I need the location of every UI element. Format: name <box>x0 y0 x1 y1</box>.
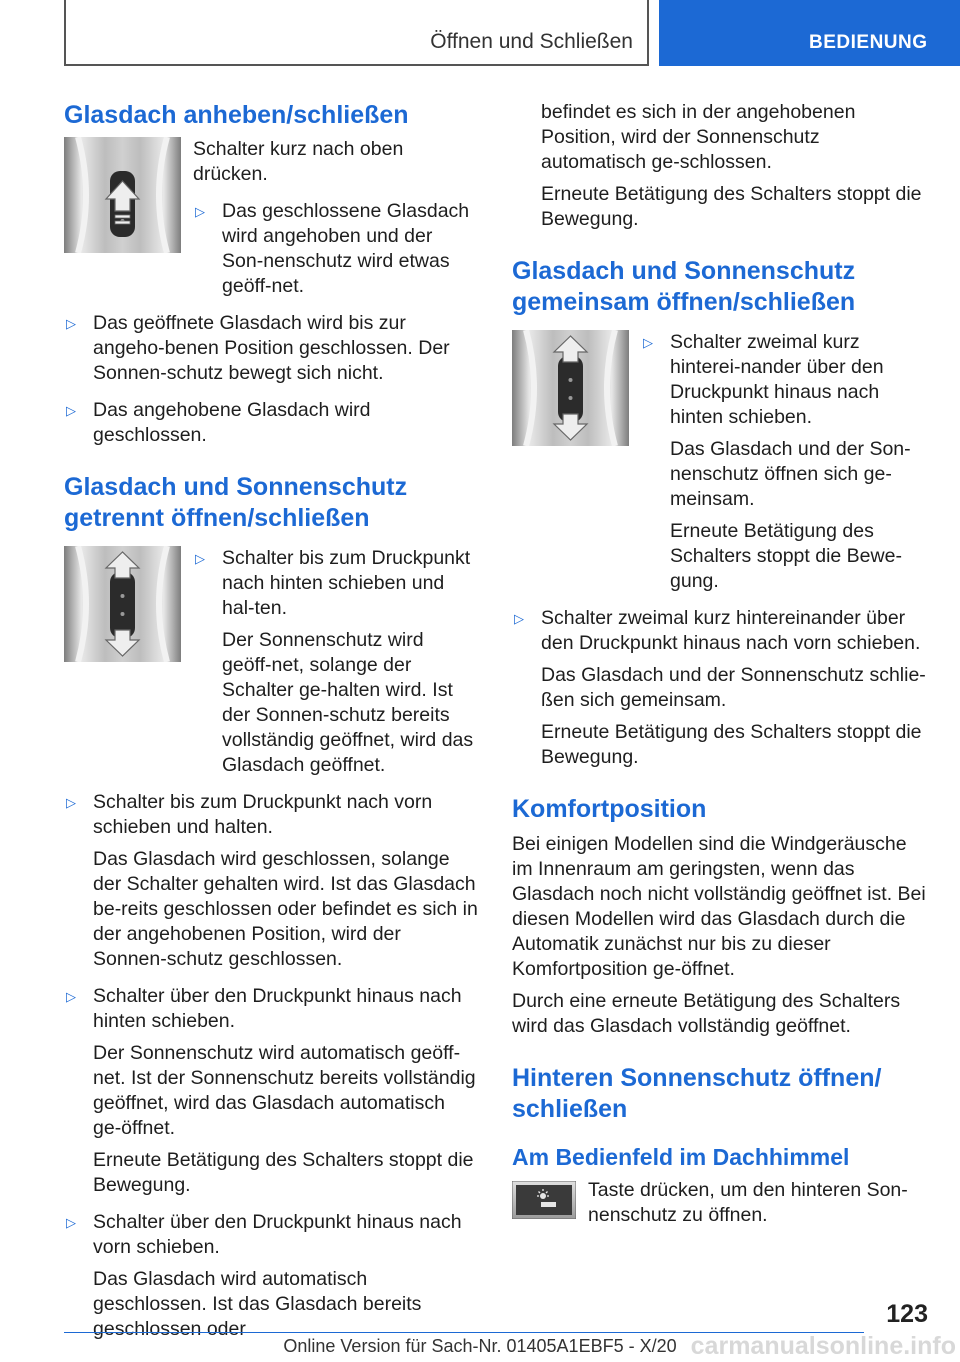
figure-block-getrennt <box>64 546 478 778</box>
triangle-bullet-icon: ▷ <box>66 989 76 1004</box>
list-item <box>64 1210 478 1342</box>
heading-komfortposition: Komfortposition <box>512 795 707 823</box>
list-item-text: Schalter über den Druckpunkt hinaus nach hinten schieben. <box>93 985 462 1032</box>
figure-text-taste <box>588 1178 926 1228</box>
continued-text: Erneute Betätigung des Schalters stoppt die Bewegung. <box>541 183 922 230</box>
continued-text: befindet es sich in der angehobenen Position, wird der Sonnenschutz automatisch ge-schlossen. <box>541 101 856 173</box>
list-item-subtext: Erneute Betätigung des Schalters stoppt die Bewegung. <box>541 721 922 768</box>
list-item <box>64 984 478 1198</box>
triangle-bullet-icon: ▷ <box>643 335 653 350</box>
triangle-bullet-icon: ▷ <box>66 795 76 810</box>
paragraph: Durch eine erneute Betätigung des Schalters wird das Glasdach vollständig geöffnet. <box>512 990 901 1037</box>
figure-text-getrennt <box>193 546 478 778</box>
list-item-subtext: Der Sonnenschutz wird automatisch geöff-net. Ist der Sonnenschutz bereits vollständig geöffnet, wird das Glasdach automatisch ge-öffnet. <box>93 1042 476 1139</box>
triangle-bullet-icon: ▷ <box>195 551 205 566</box>
list-item-subtext: Erneute Betätigung des Schalters stoppt die Bewe-gung. <box>670 520 902 592</box>
heading-glasdach-anheben: Glasdach anheben/schließen <box>64 101 409 129</box>
header-chapter-label: BEDIENUNG <box>809 32 928 53</box>
triangle-bullet-icon: ▷ <box>66 1215 76 1230</box>
list-item <box>512 606 926 770</box>
footer-note: Online Version für Sach-Nr. 01405A1EBF5 - X/20 <box>283 1336 677 1356</box>
list-item-subtext: Der Sonnenschutz wird geöff-net, solange der Schalter ge-halten wird. Ist der Sonnen-schutz bereits vollständig geöffnet, wird das Glasdach geöffnet. <box>222 629 474 776</box>
paragraph: Taste drücken, um den hinteren Son-nenschutz zu öffnen. <box>588 1179 908 1226</box>
list-item-subtext: Das Glasdach und der Son-nenschutz öffnen sich ge-meinsam. <box>670 438 911 510</box>
list-item-text: Das geöffnete Glasdach wird bis zur angeho-benen Position geschlossen. Der Sonnen-schutz bewegt sich nicht. <box>93 312 450 384</box>
list-item-text: Schalter bis zum Druckpunkt nach vorn schieben und halten. <box>93 791 433 838</box>
left-column <box>64 100 478 1342</box>
list-item-subtext: Das Glasdach wird automatisch geschlossen. Ist das Glasdach bereits geschlossen oder <box>93 1268 422 1340</box>
triangle-bullet-icon: ▷ <box>66 403 76 418</box>
switch-updown-illustration <box>512 330 629 446</box>
list-item <box>193 546 478 778</box>
continued-list-text <box>512 100 926 232</box>
list-item-text: Das angehobene Glasdach wird geschlossen. <box>93 399 371 446</box>
switch-up-illustration <box>64 137 181 253</box>
heading-getrennt: Glasdach und Sonnenschutz getrennt öffnen/schließen <box>64 473 408 532</box>
heading-hinteren-sonnenschutz: Hinteren Sonnenschutz öffnen/ schließen <box>512 1064 882 1123</box>
switch-updown-illustration <box>64 546 181 662</box>
right-column <box>512 100 926 1228</box>
triangle-bullet-icon: ▷ <box>66 316 76 331</box>
list-item-subtext: Erneute Betätigung des Schalters stoppt die Bewegung. <box>93 1149 474 1196</box>
sunshade-button-illustration <box>512 1181 576 1219</box>
page-number: 123 <box>886 1300 928 1328</box>
figure-block-taste <box>512 1178 926 1228</box>
figure-text-anheben <box>193 137 478 299</box>
figure-block-anheben <box>64 137 478 299</box>
intro-text: Schalter kurz nach oben drücken. <box>193 138 404 185</box>
list-item-text: Schalter über den Druckpunkt hinaus nach vorn schieben. <box>93 1211 462 1258</box>
figure-block-gemeinsam <box>512 330 926 594</box>
list-item <box>64 398 478 448</box>
paragraph: Bei einigen Modellen sind die Windgeräusche im Innenraum am geringsten, wenn das Glasdach noch nicht vollständig geöffnet ist. Bei diesen Modellen wird das Glasdach durch die Automatik zunächst nur bis zu dieser Komfortposition ge-öffnet. <box>512 833 926 980</box>
list-item-text: Schalter zweimal kurz hinterei-nander über den Druckpunkt hinaus nach hinten schieben. <box>670 331 884 428</box>
list-item <box>64 790 478 972</box>
list-item-text: Schalter bis zum Druckpunkt nach hinten schieben und hal-ten. <box>222 547 471 619</box>
list-item-subtext: Das Glasdach und der Sonnenschutz schlie-ßen sich gemeinsam. <box>541 664 926 711</box>
subheading-bedienfeld: Am Bedienfeld im Dachhimmel <box>512 1144 850 1170</box>
header-section-title: Öffnen und Schließen <box>430 30 633 53</box>
triangle-bullet-icon: ▷ <box>514 611 524 626</box>
watermark-text: carmanualsonline.info <box>690 1332 956 1360</box>
header-chapter-tab <box>659 0 960 66</box>
list-item-text: Schalter zweimal kurz hintereinander über den Druckpunkt hinaus nach vorn schieben. <box>541 607 921 654</box>
list-item <box>193 199 478 299</box>
triangle-bullet-icon: ▷ <box>195 204 205 219</box>
figure-text-gemeinsam <box>641 330 926 594</box>
header-section-box <box>64 0 649 66</box>
list-item <box>64 311 478 386</box>
list-item-subtext: Das Glasdach wird geschlossen, solange der Schalter gehalten wird. Ist das Glasdach be-reits geschlossen oder befindet es sich in der angehobenen Position, wird der Sonnen-schutz geschlossen. <box>93 848 478 970</box>
list-item <box>641 330 926 594</box>
list-item-text: Das geschlossene Glasdach wird angehoben und der Son-nenschutz wird etwas geöff-net. <box>222 200 470 297</box>
heading-gemeinsam: Glasdach und Sonnenschutz gemeinsam öffnen/schließen <box>512 257 856 316</box>
